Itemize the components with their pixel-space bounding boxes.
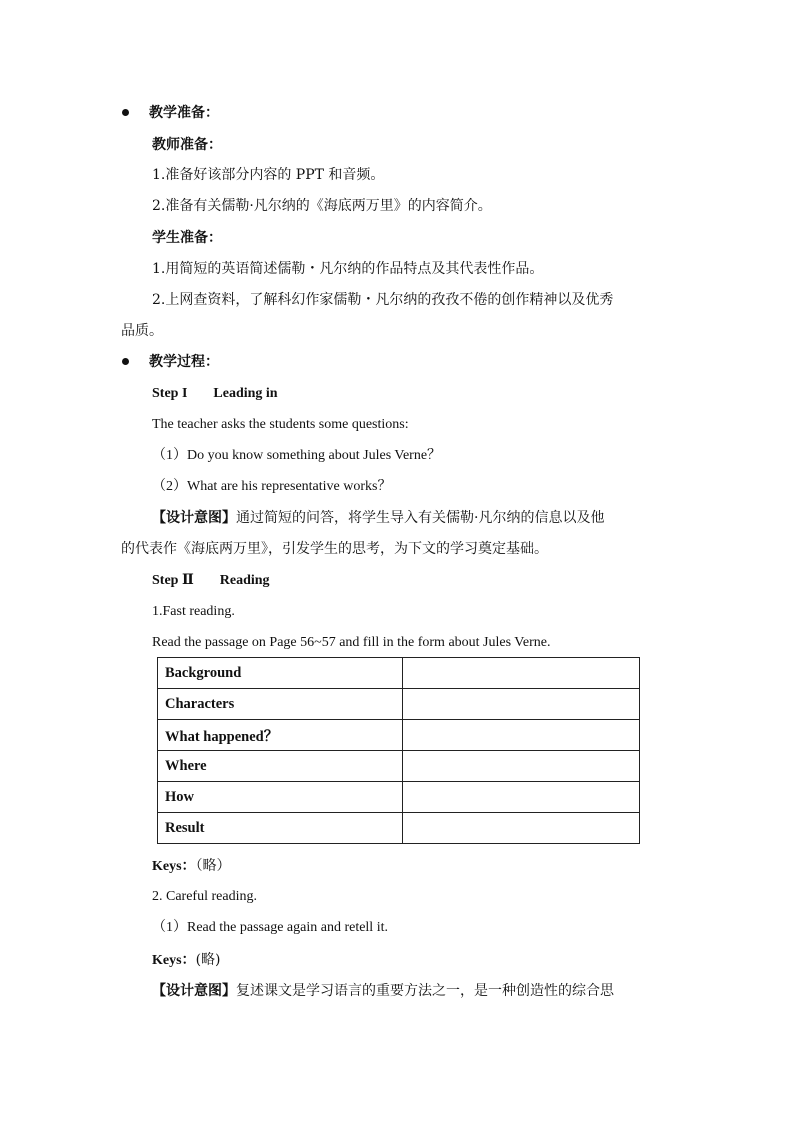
table-row [158,751,640,782]
step-1-title: Leading in [213,386,278,401]
fast-reading-heading: 1.Fast reading. [152,604,235,619]
form-row-label: Background [158,658,403,689]
step-1-heading [152,384,278,404]
step-1-label: Step I [152,386,188,401]
table-row [158,658,640,689]
design-intent-tag: 【设计意图】 [152,983,236,999]
section-heading-preparation: 教学准备： [149,105,219,121]
student-prep-item-1: 1.用简短的英语简述儒勒・凡尔纳的作品特点及其代表性作品。 [152,261,544,277]
student-prep-item-2-cont: 品质。 [121,323,163,339]
reading-form-table [157,657,640,844]
step-2-label: Step Ⅱ [152,573,194,588]
table-row [158,782,640,813]
form-answer-cell[interactable] [403,658,640,689]
keys-label: Keys： [152,859,196,874]
form-row-label: Result [158,813,403,844]
careful-reading-item-1: （1）Read the passage again and retell it. [152,920,388,935]
keys-value: (略) [195,952,221,968]
step-2-title: Reading [219,573,270,588]
step-2-heading [152,571,270,591]
keys-value: （略） [195,858,231,874]
careful-reading-heading: 2. Careful reading. [152,889,257,904]
form-answer-cell[interactable] [403,751,640,782]
form-row-label: What happened？ [158,720,403,751]
student-prep-item-2: 2.上网查资料，了解科幻作家儒勒・凡尔纳的孜孜不倦的创作精神以及优秀 [152,292,614,308]
step-1-question-1: （1）Do you know something about Jules Verne？ [152,448,442,463]
bullet-icon [122,109,129,116]
design-intent-tag: 【设计意图】 [152,510,236,526]
step-2-design-intent [152,981,614,1001]
section-heading-process: 教学过程： [149,354,219,370]
form-answer-cell[interactable] [403,720,640,751]
student-prep-heading: 学生准备： [152,230,222,246]
keys-label: Keys： [152,953,196,968]
table-row [158,813,640,844]
step-1-question-2: （2）What are his representative works？ [152,479,392,494]
teacher-prep-heading: 教师准备： [152,137,222,153]
form-row-label: Where [158,751,403,782]
keys-2 [152,950,221,970]
fast-reading-instruction: Read the passage on Page 56~57 and fill in the form about Jules Verne. [152,635,551,650]
design-intent-text: 复述课文是学习语言的重要方法之一，是一种创造性的综合思 [236,983,614,999]
form-answer-cell[interactable] [403,782,640,813]
design-intent-text: 通过简短的问答，将学生导入有关儒勒·凡尔纳的信息以及他 [236,510,605,526]
step-1-intro: The teacher asks the students some questions: [152,417,409,432]
teacher-prep-item-1: 1.准备好该部分内容的 PPT 和音频。 [152,167,385,183]
bullet-icon [122,358,129,365]
step-1-design-intent-cont: 的代表作《海底两万里》，引发学生的思考，为下文的学习奠定基础。 [121,541,548,557]
table-row [158,689,640,720]
form-row-label: How [158,782,403,813]
table-row [158,720,640,751]
step-1-design-intent [152,508,604,528]
teacher-prep-item-2: 2.准备有关儒勒·凡尔纳的《海底两万里》的内容简介。 [152,198,492,214]
form-answer-cell[interactable] [403,689,640,720]
form-answer-cell[interactable] [403,813,640,844]
keys-1 [152,856,231,876]
form-row-label: Characters [158,689,403,720]
